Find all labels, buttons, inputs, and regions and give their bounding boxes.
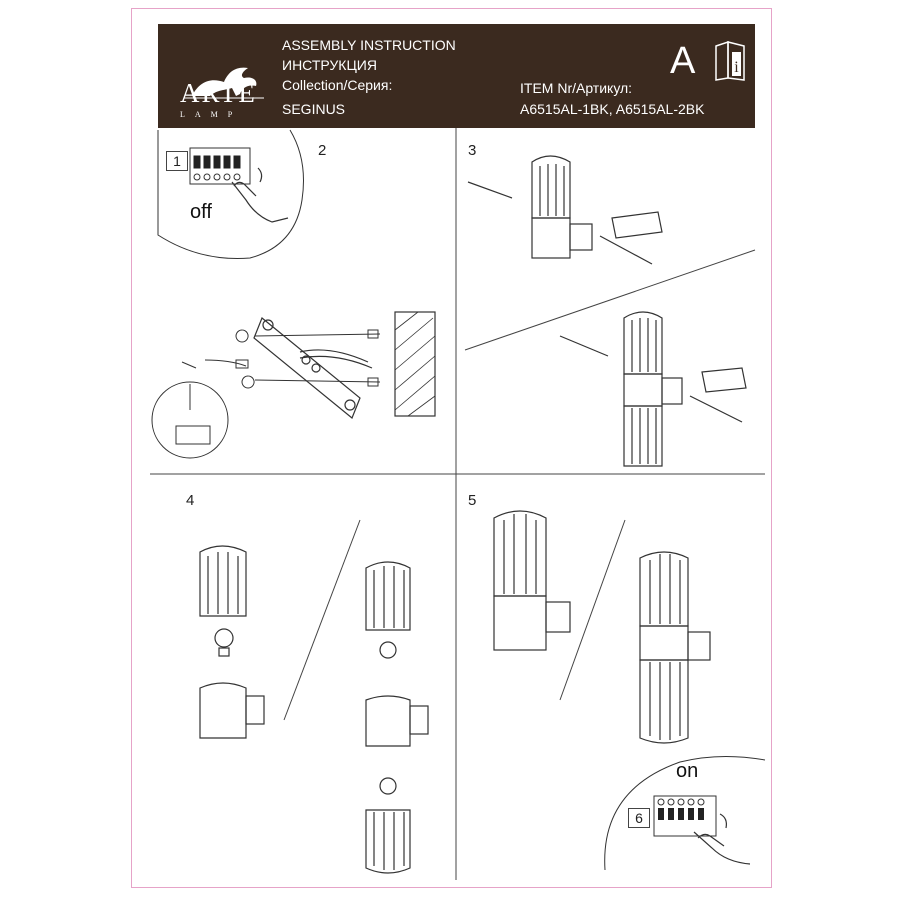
svg-text:i: i bbox=[734, 59, 739, 76]
document-letter: A bbox=[670, 40, 696, 82]
step-5-number: 5 bbox=[468, 492, 477, 509]
collection-label: Collection/Серия: bbox=[282, 77, 393, 93]
off-label: off bbox=[190, 201, 212, 223]
item-label: ITEM Nr/Артикул: bbox=[520, 80, 633, 96]
title-en: ASSEMBLY INSTRUCTION bbox=[282, 37, 456, 53]
brand-subtitle: LAMP bbox=[180, 110, 243, 119]
step-2-number: 2 bbox=[318, 142, 327, 159]
brand-name: ARTE bbox=[180, 78, 257, 108]
collection-value: SEGINUS bbox=[282, 101, 346, 117]
step-6-number: 6 bbox=[628, 808, 650, 828]
step-4-number: 4 bbox=[186, 492, 195, 509]
step-1-number: 1 bbox=[166, 151, 188, 171]
hand-switch-on-icon bbox=[690, 812, 760, 872]
title-ru: ИНСТРУКЦИЯ bbox=[282, 57, 377, 73]
step-3-number: 3 bbox=[468, 142, 477, 159]
on-label: on bbox=[676, 760, 699, 782]
item-value: A6515AL-1BK, A6515AL-2BK bbox=[520, 101, 705, 117]
